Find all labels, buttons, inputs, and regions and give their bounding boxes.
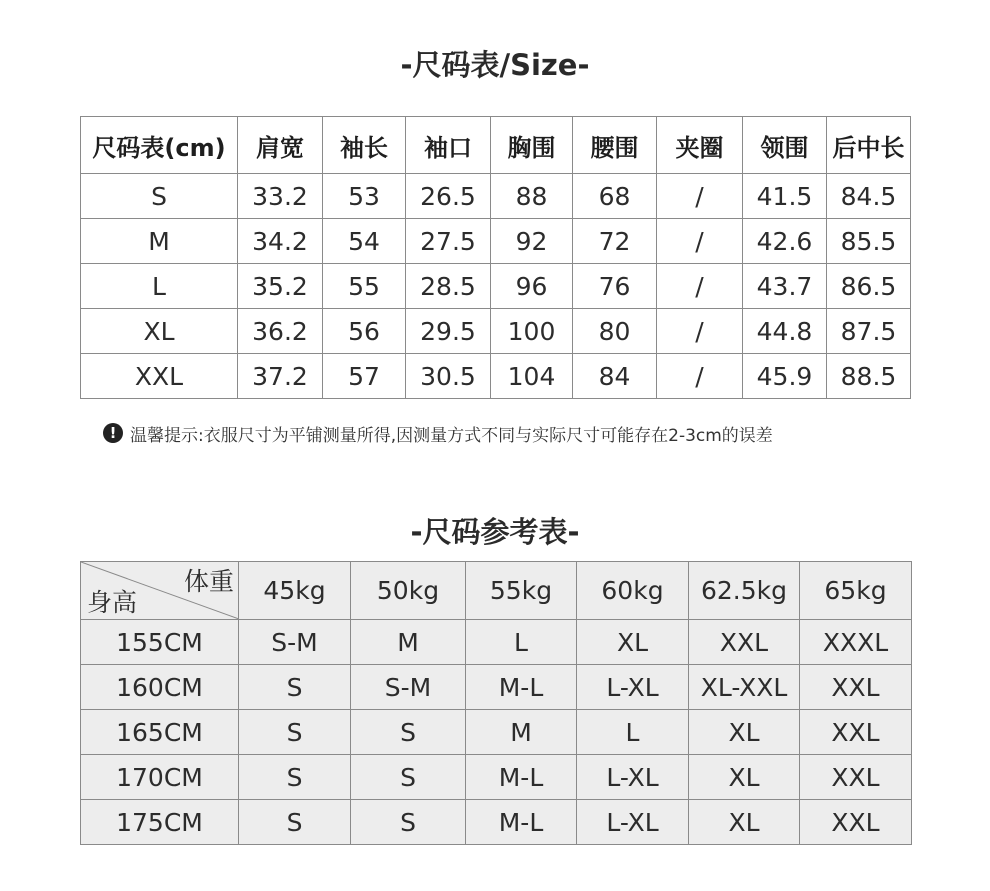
measurement-cell: 37.2 (238, 354, 323, 399)
size-label-cell: L (81, 264, 238, 309)
table-row (81, 354, 911, 399)
table-row (81, 755, 912, 800)
weight-header-cell: 50kg (351, 562, 466, 620)
recommended-size-cell: S (239, 665, 351, 710)
measurement-note (103, 420, 773, 446)
recommended-size-cell: L-XL (577, 755, 689, 800)
recommended-size-cell: M-L (466, 665, 577, 710)
weight-axis-label: 体重 (183, 567, 234, 596)
recommended-size-cell: L (466, 620, 577, 665)
table-row (81, 710, 912, 755)
measurement-cell: 33.2 (238, 174, 323, 219)
header-back-length: 后中长 (827, 117, 911, 174)
recommended-size-cell: S (239, 800, 351, 845)
weight-header-cell: 60kg (577, 562, 689, 620)
recommended-size-cell: XXXL (800, 620, 912, 665)
recommended-size-cell: XL-XXL (689, 665, 800, 710)
measurement-cell: 35.2 (238, 264, 323, 309)
table-row (81, 219, 911, 264)
measurement-cell: 68 (573, 174, 657, 219)
measurement-cell: / (657, 174, 743, 219)
reference-chart-header-row (81, 562, 912, 620)
measurement-cell: 76 (573, 264, 657, 309)
size-chart-table (80, 116, 911, 399)
recommended-size-cell: S (351, 800, 466, 845)
size-chart-header-row (81, 117, 911, 174)
header-sleeve-length: 袖长 (323, 117, 406, 174)
recommended-size-cell: XL (689, 800, 800, 845)
measurement-cell: 88.5 (827, 354, 911, 399)
header-size-unit: 尺码表(cm) (81, 117, 238, 174)
measurement-cell: 42.6 (743, 219, 827, 264)
height-label-cell: 165CM (81, 710, 239, 755)
measurement-cell: 26.5 (406, 174, 491, 219)
recommended-size-cell: XL (689, 755, 800, 800)
measurement-note-text: 温馨提示:衣服尺寸为平铺测量所得,因测量方式不同与实际尺寸可能存在2-3cm的误差 (130, 425, 773, 446)
measurement-cell: 86.5 (827, 264, 911, 309)
recommended-size-cell: S-M (239, 620, 351, 665)
recommended-size-cell: S (239, 755, 351, 800)
table-row (81, 620, 912, 665)
measurement-cell: 80 (573, 309, 657, 354)
recommended-size-cell: S (351, 710, 466, 755)
measurement-cell: 104 (491, 354, 573, 399)
measurement-cell: 45.9 (743, 354, 827, 399)
measurement-cell: 84.5 (827, 174, 911, 219)
size-label-cell: M (81, 219, 238, 264)
measurement-cell: 54 (323, 219, 406, 264)
weight-header-cell: 45kg (239, 562, 351, 620)
header-chest: 胸围 (491, 117, 573, 174)
measurement-cell: 87.5 (827, 309, 911, 354)
recommended-size-cell: XXL (800, 800, 912, 845)
weight-header-cell: 55kg (466, 562, 577, 620)
table-row (81, 800, 912, 845)
measurement-cell: 96 (491, 264, 573, 309)
measurement-cell: / (657, 264, 743, 309)
measurement-cell: 84 (573, 354, 657, 399)
recommended-size-cell: L (577, 710, 689, 755)
recommended-size-cell: S-M (351, 665, 466, 710)
recommended-size-cell: M (466, 710, 577, 755)
measurement-cell: 53 (323, 174, 406, 219)
table-row (81, 174, 911, 219)
table-row (81, 309, 911, 354)
recommended-size-cell: XXL (800, 710, 912, 755)
exclamation-icon: ! (103, 423, 123, 443)
measurement-cell: 27.5 (406, 219, 491, 264)
height-label-cell: 175CM (81, 800, 239, 845)
size-chart-title: -尺码表/Size- (400, 48, 590, 82)
measurement-cell: 92 (491, 219, 573, 264)
table-row (81, 665, 912, 710)
recommended-size-cell: M-L (466, 755, 577, 800)
recommended-size-cell: S (351, 755, 466, 800)
measurement-cell: 34.2 (238, 219, 323, 264)
header-cuff: 袖口 (406, 117, 491, 174)
recommended-size-cell: L-XL (577, 665, 689, 710)
measurement-cell: / (657, 219, 743, 264)
recommended-size-cell: S (239, 710, 351, 755)
measurement-cell: 30.5 (406, 354, 491, 399)
measurement-cell: 88 (491, 174, 573, 219)
measurement-cell: 85.5 (827, 219, 911, 264)
measurement-cell: / (657, 354, 743, 399)
height-label-cell: 160CM (81, 665, 239, 710)
size-label-cell: S (81, 174, 238, 219)
recommended-size-cell: XXL (800, 665, 912, 710)
reference-chart-table (80, 561, 912, 845)
height-weight-corner-cell (81, 562, 239, 620)
recommended-size-cell: M-L (466, 800, 577, 845)
measurement-cell: 57 (323, 354, 406, 399)
measurement-cell: 36.2 (238, 309, 323, 354)
weight-header-cell: 65kg (800, 562, 912, 620)
measurement-cell: 56 (323, 309, 406, 354)
height-label-cell: 170CM (81, 755, 239, 800)
size-label-cell: XL (81, 309, 238, 354)
recommended-size-cell: L-XL (577, 800, 689, 845)
height-axis-label: 身高 (87, 588, 138, 617)
recommended-size-cell: XXL (689, 620, 800, 665)
reference-chart-title: -尺码参考表- (410, 515, 580, 549)
size-label-cell: XXL (81, 354, 238, 399)
recommended-size-cell: XL (689, 710, 800, 755)
measurement-cell: / (657, 309, 743, 354)
header-armhole: 夹圈 (657, 117, 743, 174)
recommended-size-cell: XL (577, 620, 689, 665)
measurement-cell: 29.5 (406, 309, 491, 354)
height-label-cell: 155CM (81, 620, 239, 665)
header-waist: 腰围 (573, 117, 657, 174)
measurement-cell: 100 (491, 309, 573, 354)
measurement-cell: 72 (573, 219, 657, 264)
header-neck: 领围 (743, 117, 827, 174)
recommended-size-cell: M (351, 620, 466, 665)
measurement-cell: 55 (323, 264, 406, 309)
table-row (81, 264, 911, 309)
measurement-cell: 43.7 (743, 264, 827, 309)
recommended-size-cell: XXL (800, 755, 912, 800)
header-shoulder-width: 肩宽 (238, 117, 323, 174)
measurement-cell: 41.5 (743, 174, 827, 219)
weight-header-cell: 62.5kg (689, 562, 800, 620)
measurement-cell: 28.5 (406, 264, 491, 309)
measurement-cell: 44.8 (743, 309, 827, 354)
